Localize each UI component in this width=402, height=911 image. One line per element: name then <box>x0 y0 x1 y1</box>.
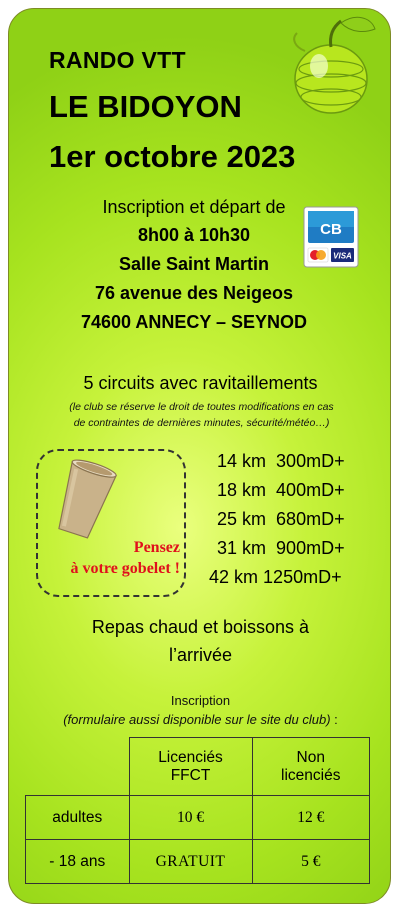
row-label-moins-18: - 18 ans <box>26 840 130 884</box>
price-moins18-licencies: GRATUIT <box>129 840 252 884</box>
circuit-climb: 400mD+ <box>276 480 345 500</box>
inscription-label: Inscription <box>170 693 231 708</box>
event-type: RANDO VTT <box>49 47 186 73</box>
circuit-climb: 1250mD+ <box>263 567 342 587</box>
inscription-intro: Inscription et départ de <box>102 197 286 217</box>
price-adultes-licencies: 10 € <box>129 796 252 840</box>
paper-cup-icon <box>49 459 119 541</box>
gobelet-line2: à votre gobelet ! <box>70 560 180 577</box>
empty-corner-cell <box>26 738 130 796</box>
table-row <box>26 796 370 840</box>
form-note-text: (formulaire aussi disponible sur le site du club) <box>63 712 331 727</box>
header-licencies: Licenciés FFCT <box>129 738 252 796</box>
event-date: 1er octobre 2023 <box>49 139 296 174</box>
circuit-distance: 25 km <box>217 509 267 529</box>
circuit-item <box>209 567 342 588</box>
circuits-note-line1: (le club se réserve le droit de toutes modifications en cas <box>69 401 334 413</box>
circuit-climb: 300mD+ <box>276 451 345 471</box>
circuit-item <box>217 480 345 501</box>
pricing-header-row <box>26 738 370 796</box>
circuit-climb: 900mD+ <box>276 538 345 558</box>
circuit-item <box>217 451 345 472</box>
cb-text: CB <box>320 221 342 238</box>
circuits-note-line2: de contraintes de dernières minutes, sécurité/météo…) <box>73 417 330 429</box>
cb-card-icon <box>303 206 359 268</box>
payment-cards-logo <box>303 206 359 268</box>
circuits-heading: 5 circuits avec ravitaillements <box>83 373 318 393</box>
circuit-distance: 31 km <box>217 538 267 558</box>
header-non-licencies: Non licenciés <box>252 738 370 796</box>
price-moins18-non: 5 € <box>252 840 370 884</box>
gobelet-line1: Pensez <box>133 539 180 556</box>
inscription-hours: 8h00 à 10h30 <box>137 225 251 245</box>
pricing-table <box>25 737 370 884</box>
inscription-street: 76 avenue des Neigeos <box>94 283 294 303</box>
repas-line1: Repas chaud et boissons à <box>91 617 310 637</box>
row-label-adultes: adultes <box>26 796 130 840</box>
price-adultes-non: 12 € <box>252 796 370 840</box>
circuit-climb: 680mD+ <box>276 509 345 529</box>
circuit-item <box>217 538 345 559</box>
circuit-item <box>217 509 345 530</box>
repas-line2: l’arrivée <box>168 645 233 665</box>
apple-logo-icon <box>285 11 380 121</box>
circuit-distance: 42 km <box>209 567 259 587</box>
circuit-distance: 18 km <box>217 480 267 500</box>
form-note: (formulaire aussi disponible sur le site du club) : <box>63 712 338 727</box>
event-name: LE BIDOYON <box>49 89 242 124</box>
circuit-distance: 14 km <box>217 451 267 471</box>
visa-text: VISA <box>333 251 352 261</box>
flyer <box>8 8 391 904</box>
table-row <box>26 840 370 884</box>
inscription-place: Salle Saint Martin <box>118 254 270 274</box>
inscription-city: 74600 ANNECY – SEYNOD <box>80 312 308 332</box>
